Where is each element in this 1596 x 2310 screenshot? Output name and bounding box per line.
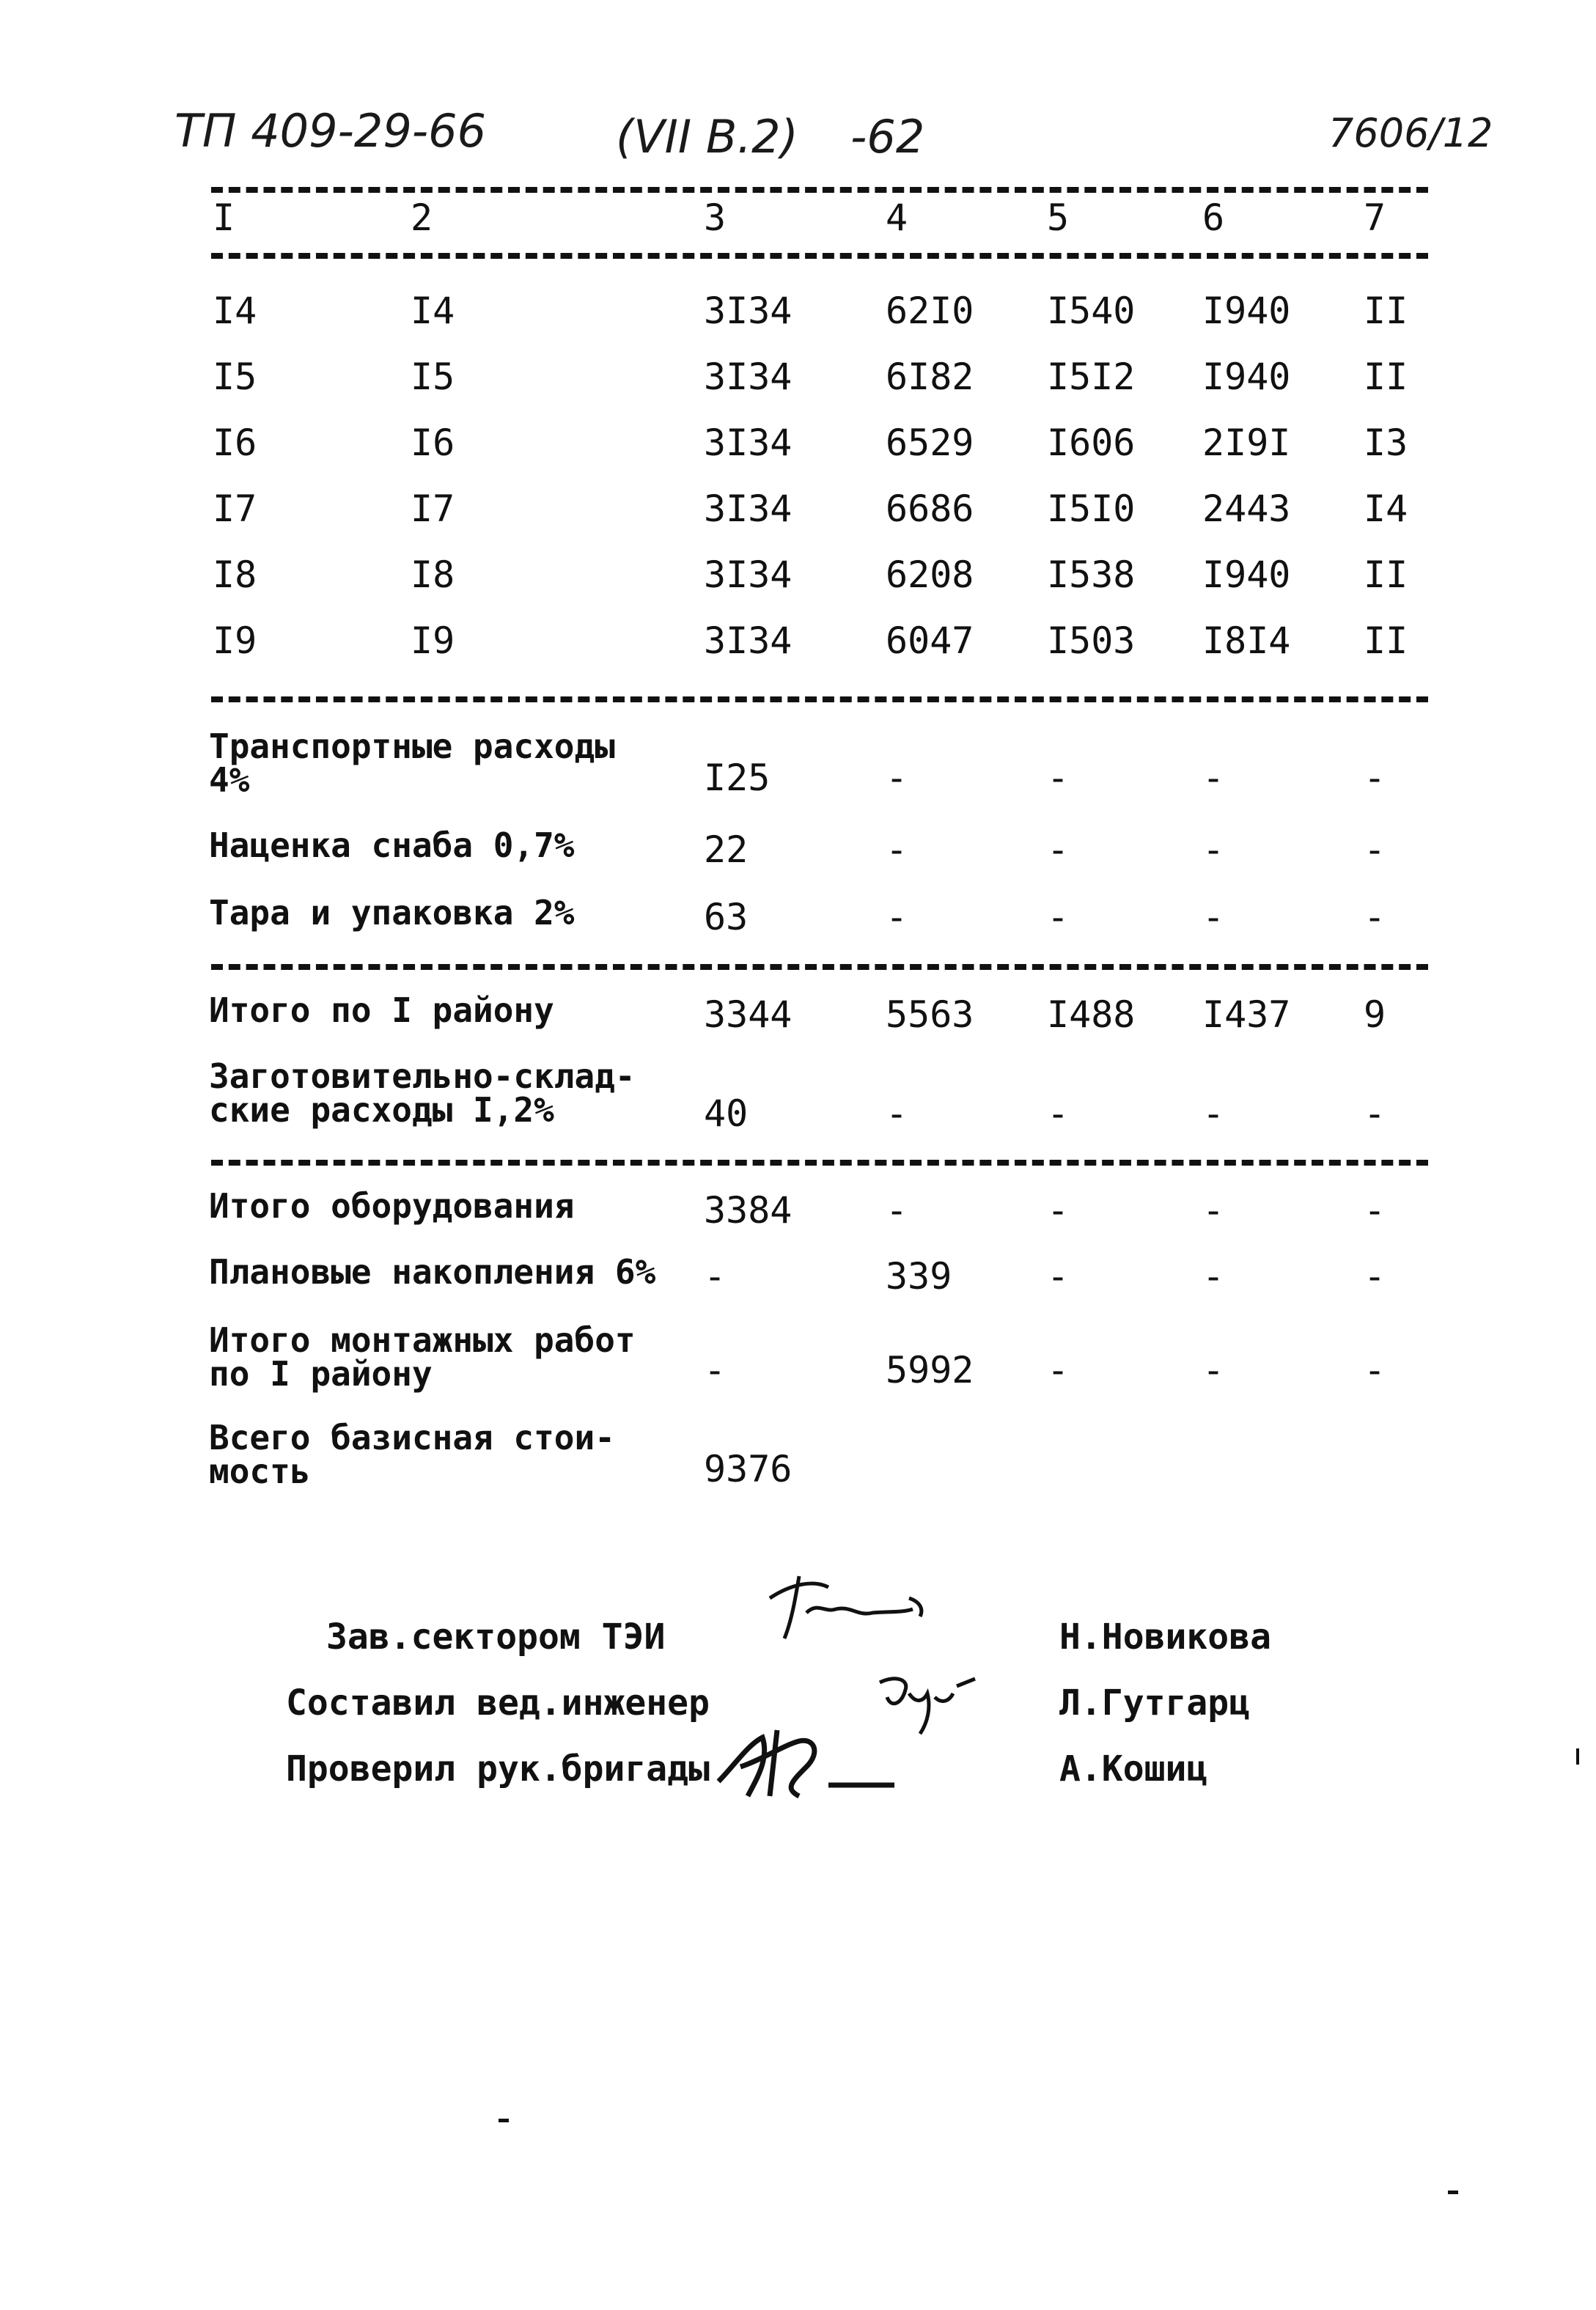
summary-value: -	[886, 828, 908, 871]
signature-role: Проверил рук.бригады	[286, 1748, 710, 1789]
column-header: 3	[704, 196, 727, 239]
table-cell: II	[1364, 290, 1408, 332]
scan-speck	[1576, 1748, 1579, 1765]
table-cell: 6I82	[886, 356, 974, 398]
table-cell: I606	[1047, 422, 1136, 464]
rows-end-rule	[211, 696, 1428, 702]
table-cell: II	[1364, 553, 1408, 596]
summary-label: Транспортные расходы 4%	[209, 727, 615, 800]
table-cell: I9	[411, 619, 455, 662]
table-cell: I4	[213, 290, 257, 332]
summary-value: -	[1047, 828, 1070, 871]
table-cell: I5	[411, 356, 455, 398]
summary-label: Итого по I району	[209, 990, 554, 1030]
summary-value: 40	[704, 1092, 749, 1135]
header-rule	[211, 253, 1428, 259]
table-cell: II	[1364, 619, 1408, 662]
summary-value: 63	[704, 896, 749, 938]
table-cell: I7	[213, 488, 257, 530]
summary-label: Плановые накопления 6%	[209, 1252, 656, 1292]
column-header: 5	[1047, 196, 1070, 239]
summary-value: 5992	[886, 1349, 974, 1391]
scan-speck	[499, 2119, 509, 2122]
summary-value: -	[886, 1189, 908, 1232]
signature-role: Зав.сектором ТЭИ	[326, 1616, 666, 1658]
table-cell: I503	[1047, 619, 1136, 662]
table-cell: 3I34	[704, 488, 793, 530]
signature-name: Л.Гутгарц	[1059, 1682, 1251, 1724]
table-cell: 6208	[886, 553, 974, 596]
album-ref: (VII B.2)	[616, 110, 798, 163]
table-cell: I7	[411, 488, 455, 530]
doc-code: ТП 409-29-66	[174, 104, 487, 158]
column-header: 2	[411, 196, 433, 239]
table-cell: I4	[411, 290, 455, 332]
summary-value: -	[1364, 1189, 1386, 1232]
sheet-number: 7606/12	[1328, 110, 1493, 156]
summary-value: -	[1047, 896, 1070, 938]
summary-label: Заготовительно-склад- ские расходы I,2%	[209, 1056, 636, 1130]
table-cell: I940	[1202, 356, 1291, 398]
table-cell: I8I4	[1202, 619, 1291, 662]
summary-value: -	[1364, 896, 1386, 938]
signature-role: Составил вед.инженер	[286, 1682, 710, 1724]
column-header: I	[213, 196, 235, 239]
column-header: 7	[1364, 196, 1386, 239]
summary-value: -	[886, 757, 908, 799]
table-cell: I3	[1364, 422, 1408, 464]
table-cell: 3I34	[704, 553, 793, 596]
summary-value: -	[1364, 1092, 1386, 1135]
summary-value: -	[1047, 1092, 1070, 1135]
summary-value: -	[1364, 1255, 1386, 1298]
summary-value: -	[886, 1092, 908, 1135]
table-cell: I6	[213, 422, 257, 464]
table-cell: 2443	[1202, 488, 1291, 530]
summary-value: I25	[704, 757, 771, 799]
table-cell: I540	[1047, 290, 1136, 332]
summary-value: 5563	[886, 993, 974, 1036]
table-cell: I5I0	[1047, 488, 1136, 530]
table-cell: I4	[1364, 488, 1408, 530]
table-cell: 6047	[886, 619, 974, 662]
table-cell: 2I9I	[1202, 422, 1291, 464]
summary-label: Всего базисная стои- мость	[209, 1418, 615, 1491]
summary-value: -	[1202, 1349, 1225, 1391]
summary-value: -	[886, 896, 908, 938]
summary-label: Тара и упаковка 2%	[209, 893, 575, 933]
table-cell: 3I34	[704, 290, 793, 332]
table-cell: 6529	[886, 422, 974, 464]
summary-value: -	[1202, 1189, 1225, 1232]
scan-speck	[1448, 2191, 1458, 2194]
table-top-rule	[211, 187, 1428, 193]
summary-value: -	[1202, 1092, 1225, 1135]
summary-value: 9	[1364, 993, 1386, 1036]
table-cell: 3I34	[704, 619, 793, 662]
summary-value: -	[1364, 757, 1386, 799]
summary-value: -	[704, 1255, 727, 1298]
table-cell: I9	[213, 619, 257, 662]
summary-value: 339	[886, 1255, 952, 1298]
table-cell: I6	[411, 422, 455, 464]
table-cell: 6686	[886, 488, 974, 530]
summary-value: -	[1047, 1189, 1070, 1232]
page-number: -62	[850, 110, 925, 163]
summary-value: -	[1364, 828, 1386, 871]
summary-value: -	[1202, 757, 1225, 799]
table-cell: I5I2	[1047, 356, 1136, 398]
summary-label: Наценка снаба 0,7%	[209, 825, 575, 865]
signature-koshits	[704, 1715, 916, 1811]
summary-label: Итого оборудования	[209, 1186, 575, 1226]
summary-value: 3384	[704, 1189, 793, 1232]
summary-value: 3344	[704, 993, 793, 1036]
equipment-rule	[211, 1160, 1428, 1166]
table-cell: I940	[1202, 553, 1291, 596]
summary-value: -	[1047, 1349, 1070, 1391]
summary-value: -	[704, 1349, 727, 1391]
table-cell: I8	[213, 553, 257, 596]
table-cell: I940	[1202, 290, 1291, 332]
summary-value: -	[1202, 1255, 1225, 1298]
summary-value: -	[1364, 1349, 1386, 1391]
signature-novikova	[755, 1569, 931, 1649]
column-header: 4	[886, 196, 908, 239]
summary-value: -	[1047, 757, 1070, 799]
summary-value: 22	[704, 828, 749, 871]
signature-name: А.Кошиц	[1059, 1748, 1208, 1789]
column-header: 6	[1202, 196, 1225, 239]
table-cell: I538	[1047, 553, 1136, 596]
subtotal-rule	[211, 964, 1428, 970]
table-cell: 3I34	[704, 422, 793, 464]
summary-label: Итого монтажных работ по I району	[209, 1320, 636, 1394]
summary-value: 9376	[704, 1448, 793, 1490]
table-cell: I8	[411, 553, 455, 596]
summary-value: I437	[1202, 993, 1291, 1036]
summary-value: -	[1047, 1255, 1070, 1298]
table-cell: I5	[213, 356, 257, 398]
summary-value: -	[1202, 828, 1225, 871]
table-cell: 62I0	[886, 290, 974, 332]
summary-value: I488	[1047, 993, 1136, 1036]
table-cell: 3I34	[704, 356, 793, 398]
summary-value: -	[1202, 896, 1225, 938]
table-cell: II	[1364, 356, 1408, 398]
signature-name: Н.Новикова	[1059, 1616, 1271, 1658]
